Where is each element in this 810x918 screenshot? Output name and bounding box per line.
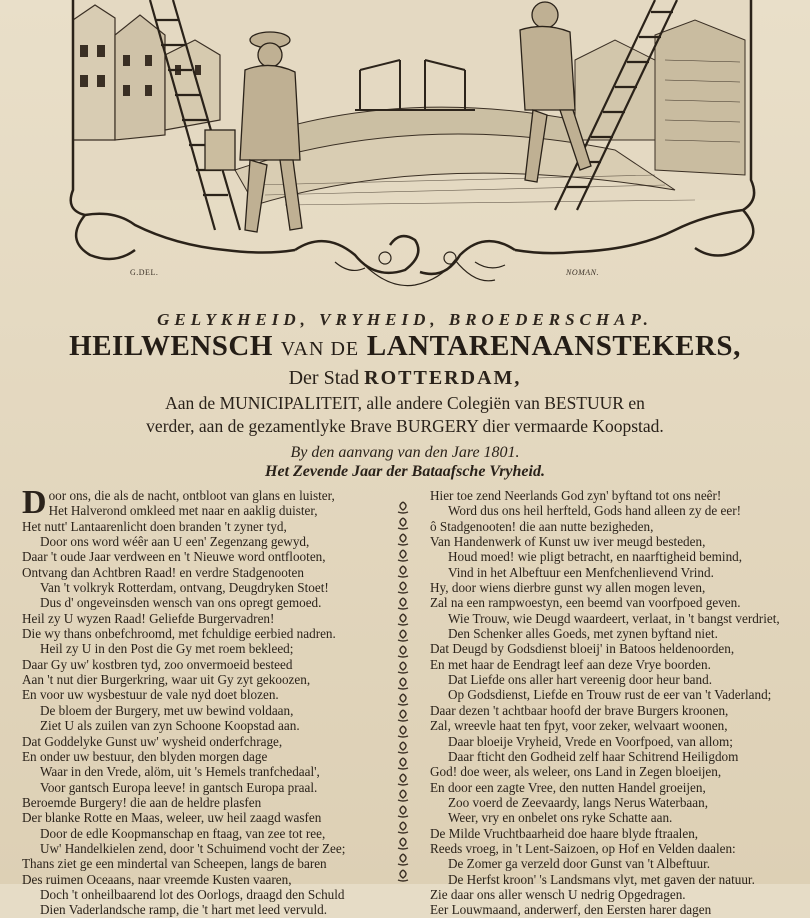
verse-line: Daar 't oude Jaar verdween en 't Nieuwe word ontflooten, — [22, 549, 326, 565]
verse-line: Daar bloeije Vryheid, Vrede en Voorfpoed, van allom; — [448, 733, 733, 749]
divider-ornament — [398, 646, 408, 657]
verse-line: Het Halverond omkleed met naar en aaklig duister, — [48, 503, 318, 519]
verse-line: Uw' Handelkielen zend, door 't Schuimend vocht der Zee; — [40, 840, 346, 856]
divider-ornament — [398, 582, 408, 593]
engraver-signature-left: G.DEL. — [130, 268, 159, 277]
verse-line: Daar dezen 't achtbaar hoofd der brave Burgers kroonen, — [430, 702, 729, 718]
verse-line: Houd moed! wie pligt betracht, en naarftigheid bemind, — [448, 549, 743, 565]
divider-ornament — [398, 790, 408, 801]
divider-ornament — [398, 518, 408, 529]
city-name: ROTTERDAM, — [364, 367, 522, 389]
verse-line: De bloem der Burgery, met uw bewind voldaan, — [40, 702, 294, 718]
verse-line: Zoo voerd de Zeevaardy, langs Nerus Waterbaan, — [448, 794, 709, 810]
broadside-title — [0, 330, 810, 363]
verse-line: Voor gantsch Europa leeve! in gantsch Europa praal. — [40, 779, 318, 795]
verse-line: En door een zagte Vree, den nutten Handel groeijen, — [430, 779, 706, 795]
verse-line: Dat Goddelyke Gunst uw' wysheid onderfchrage, — [22, 733, 283, 749]
date-line: By den aanvang van den Jare 1801. — [290, 444, 520, 461]
ornamental-divider — [394, 498, 412, 884]
verse-line: En voor uw wysbestuur de vale nyd doet blozen. — [22, 687, 279, 703]
engraver-signature-right: NOMAN. — [566, 268, 599, 277]
address-line-1: Aan de MUNICIPALITEIT, alle andere Colegiën van BESTUUR en — [165, 393, 645, 413]
verse-line: Aan 't nut dier Burgerkring, waar uit Gy zyt gekoozen, — [22, 672, 311, 688]
verse-line: Hy, door wiens dierbre gunst wy allen mogen leven, — [430, 580, 706, 596]
divider-ornament — [398, 774, 408, 785]
engraving-illustration — [55, 0, 770, 295]
divider-ornament — [398, 534, 408, 545]
city-line — [0, 367, 810, 390]
verse-line: Des ruimen Oceaans, naar vreemde Kusten vaaren, — [22, 871, 292, 887]
motto: GELYKHEID, VRYHEID, BROEDERSCHAP. — [157, 310, 653, 329]
poem-right-column — [430, 488, 810, 918]
verse-line: Daar fticht den Godheid zelf haar Schitrend Heiligdom — [448, 748, 739, 764]
divider-ornament — [398, 806, 408, 817]
verse-line: Van 't volkryk Rotterdam, ontvang, Deugdryken Stoet! — [40, 580, 329, 596]
verse-line: En onder uw bestuur, den blyden morgen dage — [22, 748, 268, 764]
divider-ornament — [398, 838, 408, 849]
verse-line: Dien Vaderlandsche ramp, die 't hart met leed vervuld. — [40, 902, 328, 918]
verse-line: Den Schenker alles Goeds, met zynen byftand niet. — [448, 626, 718, 642]
divider-ornament — [398, 662, 408, 673]
divider-ornament — [398, 822, 408, 833]
divider-ornament — [398, 710, 408, 721]
verse-line: God! doe weer, als weleer, ons Land in Zegen bloeijen, — [430, 764, 722, 780]
verse-line: Word dus ons heil herfteld, Gods hand alleen zy de eer! — [448, 503, 741, 519]
verse-line: Hier toe zend Neerlands God zyn' byftand tot ons neêr! — [430, 488, 722, 503]
divider-ornament — [398, 854, 408, 865]
verse-line: Waar in den Vrede, alöm, uit 's Hemels tranfchedaal', — [40, 764, 320, 780]
verse-line: Dat Deugd by Godsdienst bloeij' in Batoos heldenoorden, — [430, 641, 735, 657]
verse-line: Thans ziet ge een mindertal van Scheepen, langs de baren — [22, 856, 327, 872]
verse-line: Wie Trouw, wie Deugd waardeert, verlaat, in 't bangst verdriet, — [448, 610, 780, 626]
divider-ornament — [398, 550, 408, 561]
address-line-2: verder, aan de gezamentlyke Brave BURGERY dier vermaarde Koopstad. — [146, 416, 664, 436]
verse-line: Door ons word wéêr aan U een' Zegenzang gewyd, — [40, 534, 310, 550]
title-part-1: HEILWENSCH — [69, 330, 273, 362]
divider-ornament — [398, 678, 408, 689]
divider-ornament — [398, 726, 408, 737]
verse-line: Van Handenwerk of Kunst uw iver meugd besteden, — [430, 534, 706, 550]
verse-line: Ziet U als zuilen van zyn Schoone Koopstad aan. — [40, 718, 300, 734]
verse-line: Dus d' ongeveinsden wensch van ons opregt gemoed. — [40, 595, 322, 611]
verse-line: Zal na een rampwoestyn, een beemd van voorfpoed geven. — [430, 595, 741, 611]
verse-line: Eer Louwmaand, anderwerf, den Eersten harer dagen — [430, 902, 712, 918]
verse-line: Dat Liefde ons aller hart vereenig door heur band. — [448, 672, 713, 688]
divider-ornament — [398, 614, 408, 625]
divider-ornament — [398, 566, 408, 577]
divider-ornament — [398, 598, 408, 609]
divider-ornament — [398, 758, 408, 769]
verse-line: Doch 't onheilbaarend lot des Oorlogs, draagd den Schuld — [40, 886, 345, 902]
verse-line: Ontvang dan Achtbren Raad! en verdre Stadgenooten — [22, 564, 304, 580]
verse-line: Der blanke Rotte en Maas, weleer, uw heil zaagd wasfen — [22, 810, 322, 826]
verse-line: Op Godsdienst, Liefde en Trouw rust de eer van 't Vaderland; — [448, 687, 772, 703]
divider-ornament — [398, 742, 408, 753]
lamplighters-engraving — [55, 0, 770, 295]
divider-ornament — [398, 694, 408, 705]
verse-line: De Milde Vruchtbaarheid doe haare blyde ftraalen, — [430, 825, 699, 841]
verse-line: oor ons, die als de nacht, ontbloot van glans en luister, — [48, 488, 335, 503]
verse-line: Reeds vroeg, in 't Lent-Saizoen, op Hof en Velden daalen: — [430, 840, 736, 856]
divider-ornament — [398, 870, 408, 881]
verse-line: De Herfst kroon' 's Landsmans vlyt, met gaven der natuur. — [448, 871, 755, 887]
title-part-3: LANTARENAANSTEKERS, — [366, 330, 741, 362]
verse-line: Door de edle Koopmanschap en ftaag, van zee tot ree, — [40, 825, 326, 841]
divider-ornament — [398, 630, 408, 641]
city-line-prefix: Der Stad — [288, 367, 365, 389]
era-line: Het Zevende Jaar der Bataafsche Vryheid. — [265, 463, 545, 480]
verse-line: Daar Gy uw' kostbren tyd, zoo onvermoeid besteed — [22, 656, 293, 672]
poem-left-column — [22, 484, 392, 918]
verse-line: Vind in het Albeftuur een Menfchenlievend Vrind. — [448, 564, 714, 580]
verse-line: Weer, vry en onbelet ons ryke Schatte aan. — [448, 810, 673, 826]
verse-line: Die wy thans onbefchroomd, met fchuldige eerbied nadren. — [22, 626, 336, 642]
verse-line: Heil zy U in den Post die Gy met roem bekleed; — [40, 641, 294, 657]
verse-line: De Zomer ga verzeld door Gunst van 't Albeftuur. — [448, 856, 711, 872]
verse-line: Zal, wreevle haat ten fpyt, voor zeker, welvaart woonen, — [430, 718, 728, 734]
verse-line: En met haar de Eendragt leef aan deze Vrye boorden. — [430, 656, 711, 672]
divider-ornament — [398, 502, 408, 513]
verse-line: ô Stadgenooten! die aan nutte bezigheden, — [430, 518, 654, 534]
verse-line: Heil zy U wyzen Raad! Geliefde Burgervadren! — [22, 610, 275, 626]
verse-line: Beroemde Burgery! die aan de heldre plasfen — [22, 794, 262, 810]
title-part-2: VAN DE — [280, 338, 360, 360]
drop-cap: D — [22, 484, 47, 521]
verse-line: Het nutt' Lantaarenlicht doen branden 't zyner tyd, — [22, 518, 287, 534]
verse-line: Zie daar ons aller wensch U nedrig Opgedragen. — [430, 886, 686, 902]
